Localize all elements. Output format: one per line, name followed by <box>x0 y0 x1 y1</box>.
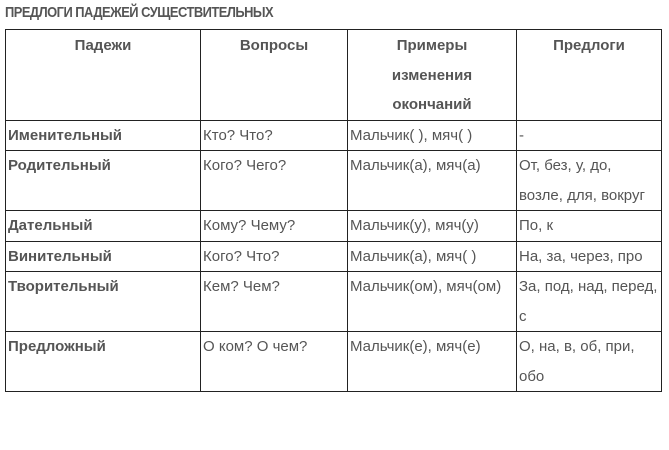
table-row <box>6 332 662 392</box>
case-questions: Кого? Чего? <box>201 151 348 211</box>
case-questions: Кто? Что? <box>201 120 348 151</box>
table-row <box>6 120 662 151</box>
header-cases: Падежи <box>6 30 201 121</box>
case-questions: Кому? Чему? <box>201 211 348 242</box>
case-prepositions: По, к <box>517 211 662 242</box>
table-row <box>6 272 662 332</box>
table-row <box>6 241 662 272</box>
case-examples: Мальчик(а), мяч( ) <box>348 241 517 272</box>
case-prepositions: На, за, через, про <box>517 241 662 272</box>
table-row <box>6 211 662 242</box>
header-prepositions: Предлоги <box>517 30 662 121</box>
case-name: Предложный <box>6 332 201 392</box>
case-prepositions: От, без, у, до, возле, для, вокруг <box>517 151 662 211</box>
case-examples: Мальчик(а), мяч(а) <box>348 151 517 211</box>
case-name: Родительный <box>6 151 201 211</box>
case-name: Именительный <box>6 120 201 151</box>
case-examples: Мальчик(ом), мяч(ом) <box>348 272 517 332</box>
cases-table <box>5 29 662 392</box>
case-name: Дательный <box>6 211 201 242</box>
case-name: Творительный <box>6 272 201 332</box>
case-prepositions: За, под, над, перед, с <box>517 272 662 332</box>
case-examples: Мальчик(е), мяч(е) <box>348 332 517 392</box>
case-questions: Кого? Что? <box>201 241 348 272</box>
case-examples: Мальчик(у), мяч(у) <box>348 211 517 242</box>
table-header-row <box>6 30 662 121</box>
header-questions: Вопросы <box>201 30 348 121</box>
case-examples: Мальчик( ), мяч( ) <box>348 120 517 151</box>
case-name: Винительный <box>6 241 201 272</box>
case-questions: О ком? О чем? <box>201 332 348 392</box>
case-prepositions: О, на, в, об, при, обо <box>517 332 662 392</box>
case-prepositions: - <box>517 120 662 151</box>
table-row <box>6 151 662 211</box>
case-questions: Кем? Чем? <box>201 272 348 332</box>
page-title: ПРЕДЛОГИ ПАДЕЖЕЙ СУЩЕСТВИТЕЛЬНЫХ <box>5 4 274 21</box>
header-examples: Примеры изменения окончаний <box>348 30 517 121</box>
